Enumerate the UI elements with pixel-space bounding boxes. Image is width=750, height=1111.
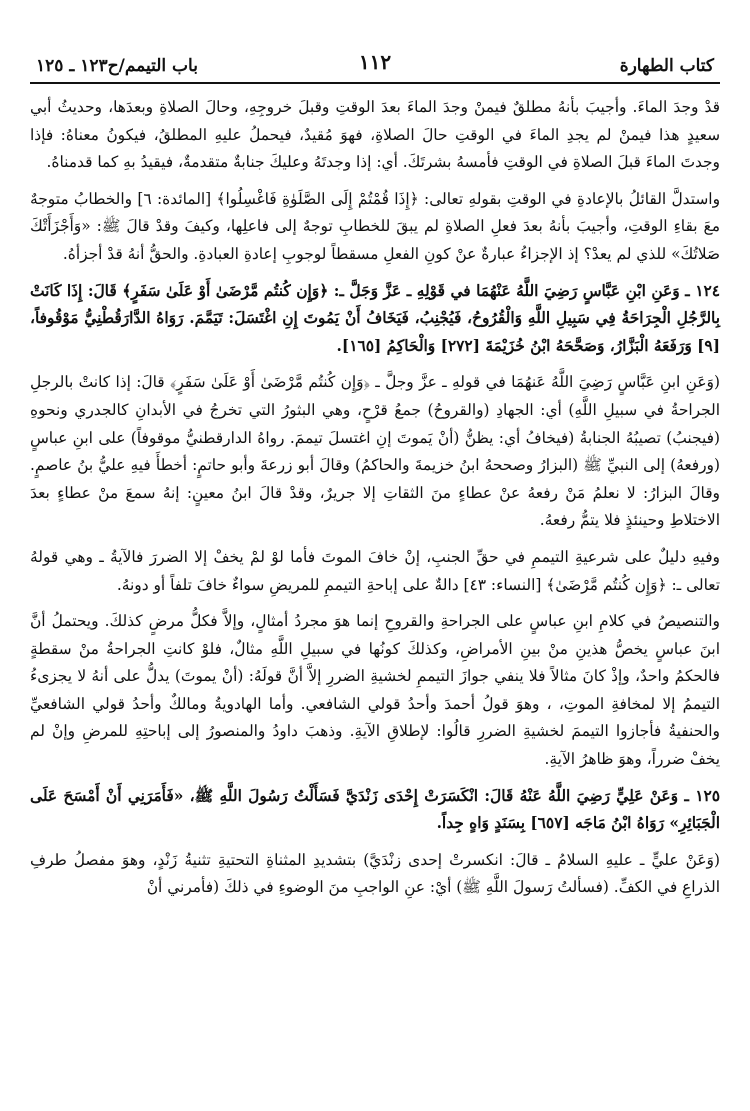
hadith-125-text: ١٢٥ ـ وَعَنْ عَلِيٍّ رَضِيَ اللَّهُ عَنْهُ قَالَ: انْكَسَرَتْ إِحْدَى زَنْدَيَّ فَسَأَلْتُ رَسُولَ اللَّهِ ﷺ، «فَأَمَرَنِي أَنْ أَمْسَحَ عَلَى الْجَبَائِرِ» رَوَاهُ ابْنُ مَاجَه [٦٥٧] بِسَنَدٍ وَاهٍ جِداً. [30,786,720,833]
commentary-paragraph: والتنصيصُ في كلامِ ابنِ عباسٍ على الجراحةِ والقروحِ إنما هوَ مجردُ أمثالٍ، وإلاَّ فكلُّ مرضٍ كذلكَ. ويحتملُ أنَّ ابنَ عباسٍ يخصُّ هذينِ منْ بينِ الأمراضِ، وكذلكَ كونُها في سبيلِ اللَّهِ مثالٌ، فلوْ كانتِ الجراحةُ منْ سقطةٍ فالحكمُ واحدٌ، وإذْ كانَ مثالاً فلا ينفي جوازَ التيممِ لخشيةِ الضررِ إلاَّ أنَّ قولَهُ: (أنْ يموتَ) يدلُّ على أنهُ لا يجزىءُ التيممُ إلا لمخافةِ الموتِ، ، وهوَ قولُ أحمدَ وأحدُ قولي الشافعي. وأما الهادويةُ ومالكٌ وأحدُ قولي الشافعيِّ والحنفيةُ فأجازوا التيممَ لخشيةِ الضررِ قالُوا: لإطلاقِ الآيةِ. وذهبَ داودُ والمنصورُ إلى إباحتِهِ للمرضِ وإنْ لم يخفْ ضرراً، وهوَ ظاهرُ الآيةِ. [30,612,720,769]
chapter-reference: باب التيمم/ح١٢٣ ـ ١٢٥ [36,56,198,76]
page-number: ١١٢ [358,50,392,74]
commentary-paragraph: واستدلَّ القائلُ بالإعادةِ في الوقتِ بقولهِ تعالى: ﴿إِذَا قُمْتُمْ إِلَى الصَّلَوٰةِ فَاغْسِلُوا﴾ [المائدة: ٦] والخطابُ متوجهٌ معَ بقاءِ الوقتِ، وأجيبَ بأنهُ بعدَ فعلِ الصلاةِ لم يبقَ للخطابِ توجهٌ إلى فاعلِها، وكيفَ وقدْ قالَ ﷺ: «وَأَجْزَأَتْكَ صَلاتُكَ» للذي لم يعدْ؟ إذ الإجزاءُ عبارةٌ عنْ كونِ الفعلِ مسقطاً لوجوبِ إعادةِ العبادةِ. والحقُّ أنهُ قدْ أجزأهُ. [30,189,720,263]
book-title: كتاب الطهارة [619,56,714,76]
running-header [30,42,720,84]
commentary-paragraph: وفيهِ دليلٌ على شرعيةِ التيممِ في حقِّ الجنبِ، إنْ خافَ الموتَ فأما لوْ لمْ يخفْ إلا الضررَ فالآيةُ ـ وهي قولهُ تعالى ـ: ﴿وَإِن كُنتُم مَّرْضَىٰ﴾ [النساء: ٤٣] دالةٌ على إباحةِ التيممِ للمريضِ سواءٌ خافَ تلفاً أو دونهُ. [30,547,720,594]
hadith-125-commentary: (وَعَنْ عليٍّ ـ عليهِ السلامُ ـ قالَ: انكسرتْ إحدى زنْدَيَّ) بتشديدِ المثناةِ التحتيةِ تثنيةُ زَنْدٍ، وهوَ مفصلُ طرفِ الذراعِ في الكفِّ. (فسألتُ رَسولَ اللَّهِ ﷺ) أيْ: عنِ الواجبِ منَ الوضوءِ في ذلكَ (فأمرني أنْ [30,850,720,897]
commentary-paragraph: قدْ وجدَ الماءَ. وأجيبَ بأنهُ مطلقٌ فيمنْ وجدَ الماءَ بعدَ الوقتِ وقبلَ خروجِهِ، وحالَ الصلاةِ وبعدَها، وحديثُ أبي سعيدٍ هذا فيمنْ لم يجدِ الماءَ في الوقتِ حالَ الصلاةِ، فهوَ مُقيدٌ، فيحملُ عليهِ المطلقُ، فيكونُ معناهُ: فإذا وجدتَ الماءَ قبلَ الصلاةِ في الوقتِ فأمسهُ بشرتَكَ. أي: إذا وجدتَهُ وعليكَ جنابةٌ متقدمةٌ، فيقيدُ بهِ كما قدمناهُ. [30,98,720,172]
page-body [30,94,720,911]
hadith-124-text: ١٢٤ ـ وَعَنِ ابْنِ عَبَّاسٍ رَضِيَ اللَّهُ عَنْهُمَا في قَوْلِهِ ـ عَزَّ وَجَلَّ ـ: ﴿وَإِن كُنتُم مَّرْضَىٰ أَوْ عَلَىٰ سَفَرٍ﴾ قَالَ: إِذَا كَانَتْ بِالرَّجُلِ الْجِرَاحَةُ فِي سَبِيلِ اللَّهِ وَالْقُرُوحُ، فَيُجْنِبُ، فَيَخَافُ أَنْ يَمُوتَ إِنِ اغْتَسَلَ: تَيَمَّمَ. رَوَاهُ الدَّارَقُطْنِيُّ مَوْقُوفاً، [٩] وَرَفَعَهُ الْبَزَّارُ، وَصَحَّحَهُ ابْنُ خُزَيْمَةَ [٢٧٢] وَالْحَاكِمُ [١٦٥]. [30,281,720,355]
hadith-124-commentary: (وَعَنِ ابنِ عَبَّاسٍ رَضِيَ اللَّهُ عَنهُمَا في قولهِ ـ عزَّ وجلَّ ـ ﴿وَإِن كُنتُم مَّرْضَىٰ أَوْ عَلَىٰ سَفَرٍ﴾ قالَ: إذا كانتْ بالرجلِ الجراحةُ في سبيلِ اللَّهِ) أي: الجهادِ (والقروحُ) جمعُ قرْحٍ، وهي البثورُ التي تخرجُ في الأبدانِ كالجدري ونحوهِ (فيجنبُ) تصيبُهُ الجنابةُ (فيخافُ أي: يظنُّ (أنْ يَموتَ إنِ اغتسلَ تيممَ. رواهُ الدارقطنيُّ موقوفاً) على ابنِ عباسٍ (ورفعهُ) إلى النبيِّ ﷺ (البزارُ وصححهُ ابنُ خزيمةَ والحاكمُ) وقالَ أبو زرعةَ وأبو حاتمٍ: أخطأَ فيهِ عليُّ بنُ عاصمٍ. وقالَ البزارُ: لا نعلمُ مَنْ رفعهُ عنْ عطاءٍ منَ الثقاتِ إلا جريرٌ، وقدْ قالَ ابنُ معينٍ: إنهُ سمعَ منْ عطاءٍ بعدَ الاختلاطِ وحينئذٍ فلا يتمُّ رفعهُ. [30,373,720,530]
